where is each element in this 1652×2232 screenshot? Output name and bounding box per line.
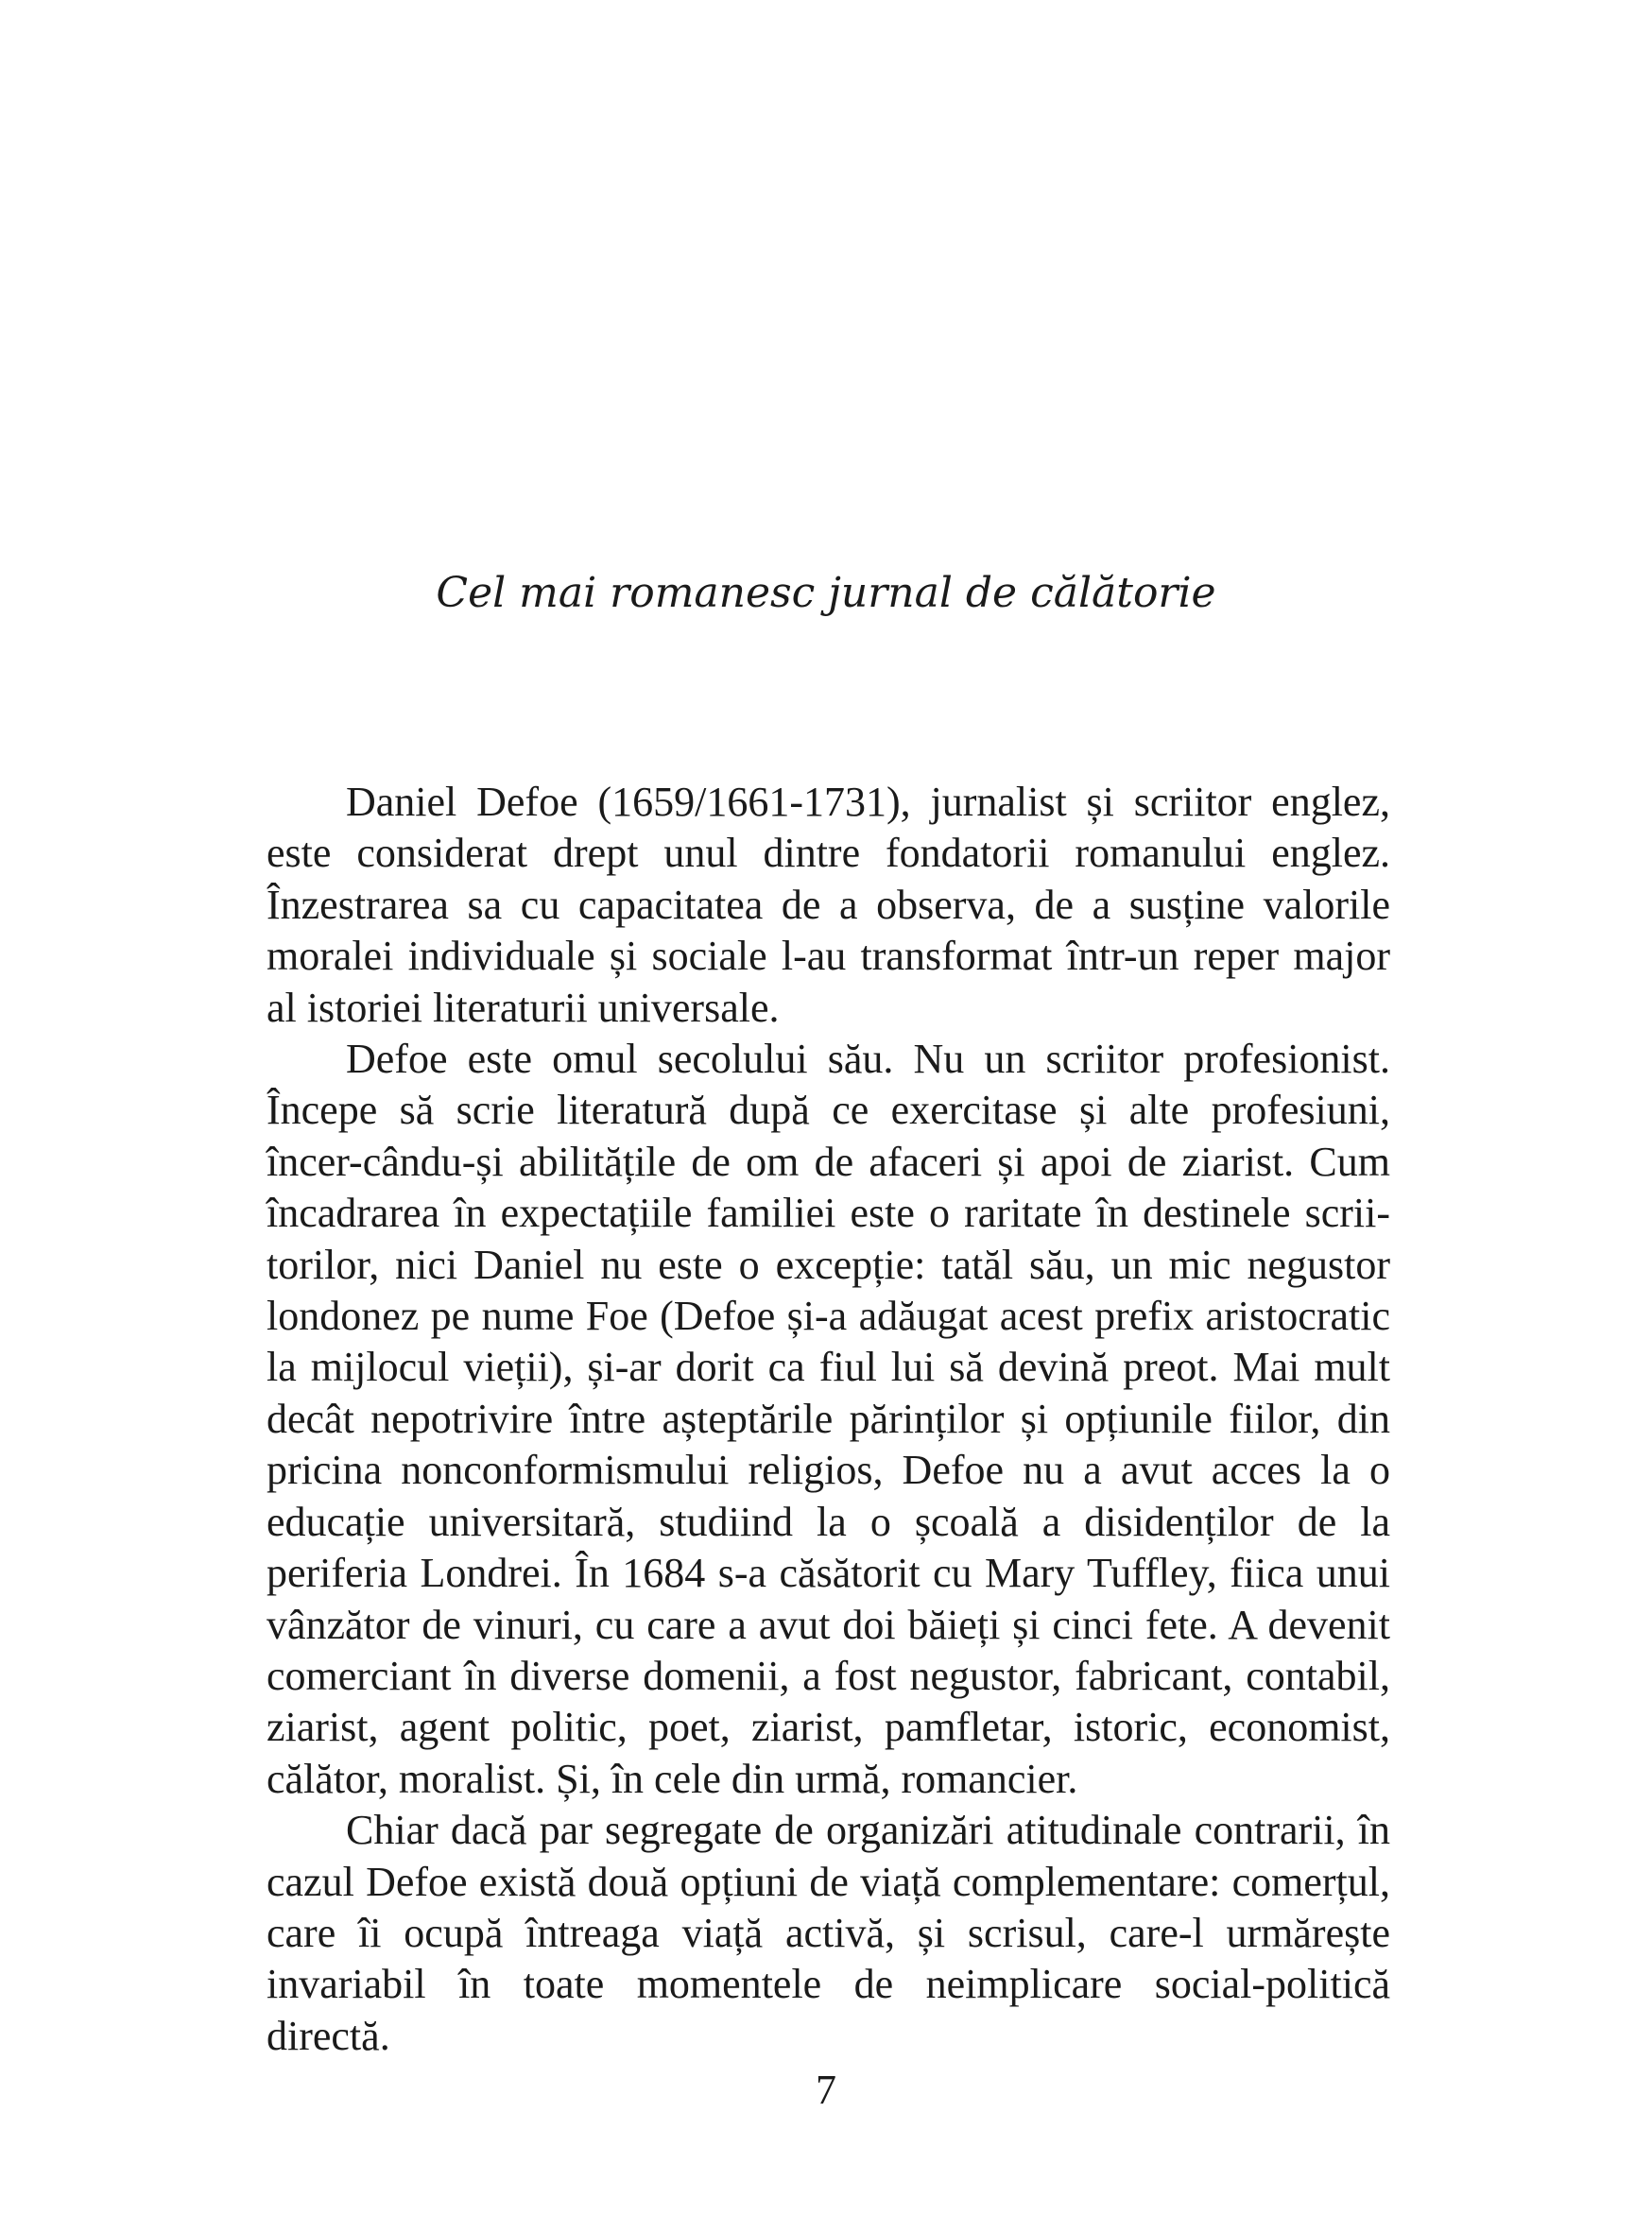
page-number: 7 — [816, 2067, 836, 2113]
body-text — [267, 777, 1390, 2062]
paragraph-1: Daniel Defoe (1659/1661-1731), jurnalist și scriitor englez, este considerat drept unul dintre fondatorii romanului englez. Înzestrarea sa cu capacitatea de a observa, de a susține valorile moralei individuale și sociale l-au transformat într-un reper major al istoriei literaturii universale. — [267, 779, 1390, 1031]
paragraph-2: Defoe este omul secolului său. Nu un scriitor profesionist. Începe să scrie literatură după ce exercitase și alte profesiuni, încer-cându-și abilitățile de om de afaceri și apoi de ziarist. Cum încadrarea în expectațiile familiei este o raritate în destinele scrii-torilor, nici Daniel nu este o excepție: tatăl său, un mic negustor londonez pe nume Foe (Defoe și-a adăugat acest prefix aristocratic la mijlocul vieții), și-ar dorit ca fiul lui să devină preot. Mai mult decât nepotrivire între așteptările părinților și opțiunile fiilor, din pricina nonconformismului religios, Defoe nu a avut acces la o educație universitară, studiind la o școală a disidenților de la periferia Londrei. În 1684 s-a căsătorit cu Mary Tuffley, fiica unui vânzător de vinuri, cu care a avut doi băieți și cinci fete. A devenit comerciant în diverse domenii, a fost negustor, fabricant, contabil, ziarist, agent politic, poet, ziarist, pamfletar, istoric, economist, călător, moralist. Și, în cele din urmă, romancier. — [267, 1036, 1390, 1802]
paragraph-3: Chiar dacă par segregate de organizări atitudinale contrarii, în cazul Defoe există două opțiuni de viață complementare: comerțul, care îi ocupă întreaga viață activă, și scrisul, care-l urmărește invariabil în toate momentele de neimplicare social-politică directă. — [267, 1807, 1390, 2059]
chapter-title: Cel mai romanesc jurnal de călătorie — [436, 569, 1216, 617]
